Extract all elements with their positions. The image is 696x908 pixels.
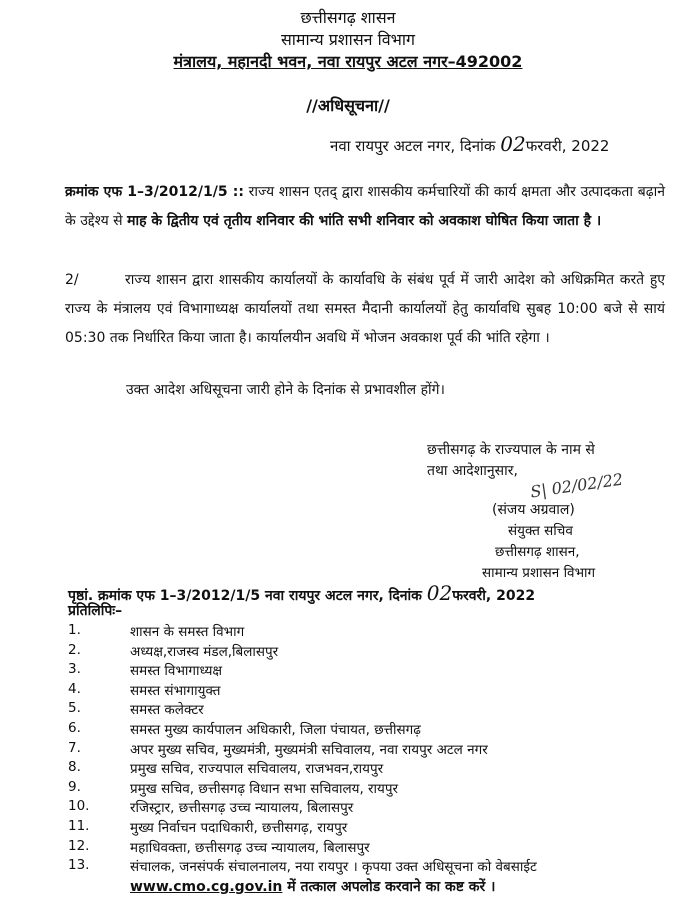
date-line [330,132,609,156]
last-line-text: में तत्काल अपलोड करवाने का कष्ट करें । [287,879,496,895]
list-item-number: 2. [68,641,81,658]
list-item-number: 1. [68,622,81,638]
reference-number: क्रमांक एफ 1–3/2012/1/5 :: [65,184,244,200]
list-item-number: 11. [68,818,90,834]
list-item-text: समस्त संभागायुक्त [130,682,221,699]
list-item [68,740,668,760]
list-item [68,838,668,858]
last-line [130,877,495,896]
copy-to-label: प्रतिलिपिः– [68,603,123,619]
list-item-number: 13. [68,857,90,874]
signatory-designation: संयुक्त सचिव [508,523,573,539]
list-item-number: 3. [68,661,81,678]
list-item-number: 7. [68,739,81,756]
list-item [68,681,668,701]
website-link[interactable]: www.cmo.cg.gov.in [130,879,283,895]
signature-line-1: छत्तीसगढ़ के राज्यपाल के नाम से [427,442,595,458]
date-prefix: नवा रायपुर अटल नगर, दिनांक [330,137,496,155]
endorsement-line [68,581,535,605]
signatory-dept: सामान्य प्रशासन विभाग [482,565,596,581]
paragraph-1-text: राज्य शासन एतद् द्वारा शासकीय कर्मचारियों की कार्य क्षमता और उत्पादकता बढ़ाने के उद्देश्य से [65,184,665,229]
signatory-name: (संजय अग्रवाल) [492,502,575,518]
handwritten-signature: S| 02/02/22 [529,469,625,502]
list-item-text: प्रमुख सचिव, राज्यपाल सचिवालय, राजभवन,रायपुर [130,761,384,778]
date-suffix: फरवरी, 2022 [525,137,610,155]
list-item-text: रजिस्ट्रार, छत्तीसगढ़ उच्च न्यायालय, बिलासपुर [130,800,354,817]
list-item-text: समस्त मुख्य कार्यपालन अधिकारी, जिला पंचायत, छत्तीसगढ़ [130,722,421,738]
list-item-text: महाधिवक्ता, छत्तीसगढ़ उच्च न्यायालय, बिलासपुर [130,839,370,856]
list-item [68,857,668,877]
header-state-govt: छत्तीसगढ़ शासन [300,8,396,27]
paragraph-3: उक्त आदेश अधिसूचना जारी होने के दिनांक से प्रभावशील होंगे। [126,382,445,398]
list-item [68,622,668,642]
paragraph-1 [65,178,665,236]
list-item [68,642,668,662]
list-item [68,700,668,720]
list-item-text: समस्त विभागाध्यक्ष [130,663,223,680]
list-item-number: 5. [68,700,81,717]
list-item [68,779,668,799]
header-department: सामान्य प्रशासन विभाग [280,30,416,49]
notification-title: //अधिसूचना// [306,96,390,115]
date-day-handwritten: 02 [500,132,526,156]
list-item-number: 4. [68,680,81,697]
list-item-text: प्रमुख सचिव, छत्तीसगढ़ विधान सभा सचिवालय, रायपुर [130,780,399,797]
endorsement-day-handwritten: 02 [426,581,453,605]
list-item-text: शासन के समस्त विभाग [130,624,245,640]
paragraph-2-number: 2/ [65,272,79,288]
list-item [68,818,668,838]
signature-line-2: तथा आदेशानुसार, [427,463,518,479]
list-item-number: 9. [68,778,81,795]
list-item-number: 6. [68,720,81,736]
paragraph-1-emphasis: माह के द्वितीय एवं तृतीय शनिवार की भांति सभी शनिवार को अवकाश घोषित किया जाता है । [127,213,602,229]
list-item-text: मुख्य निर्वाचन पदाधिकारी, छत्तीसगढ़, रायपुर [130,820,348,836]
paragraph-2-text: राज्य शासन द्वारा शासकीय कार्यालयों के कार्यावधि के संबंध पूर्व में जारी आदेश को अधिक्रमित करते हुए राज्य के मंत्रालय एवं विभागाध्यक्ष कार्यालयों तथा समस्त मैदानी कार्यालयों हेतु कार्यावधि सुबह 10:00 बजे से सायं 05:30 तक निर्धारित किया जाता है। कार्यालयीन अवधि में भोजन अवकाश पूर्व की भांति रहेगा । [65,272,665,346]
list-item-number: 8. [68,759,81,776]
paragraph-2 [65,266,665,353]
list-item [68,661,668,681]
list-item-text: संचालक, जनसंपर्क संचालनालय, नया रायपुर । कृपया उक्त अधिसूचना को वेबसाईट [130,859,537,876]
list-item [68,798,668,818]
list-item [68,759,668,779]
list-item-number: 10. [68,798,90,815]
list-item [68,720,668,740]
list-item-text: समस्त कलेक्टर [130,702,204,719]
list-item-text: अध्यक्ष,राजस्व मंडल,बिलासपुर [130,643,279,660]
signatory-govt: छत्तीसगढ़ शासन, [495,544,580,560]
endorsement-suffix: फरवरी, 2022 [452,588,536,604]
endorsement-prefix: पृष्ठां. क्रमांक एफ 1–3/2012/1/5 नवा रायपुर अटल नगर, दिनांक [68,588,422,604]
list-item-text: अपर मुख्य सचिव, मुख्यमंत्री, मुख्यमंत्री सचिवालय, नवा रायपुर अटल नगर [130,741,488,758]
header-address: मंत्रालय, महानदी भवन, नवा रायपुर अटल नगर–492002 [173,52,523,71]
list-item-number: 12. [68,837,90,854]
